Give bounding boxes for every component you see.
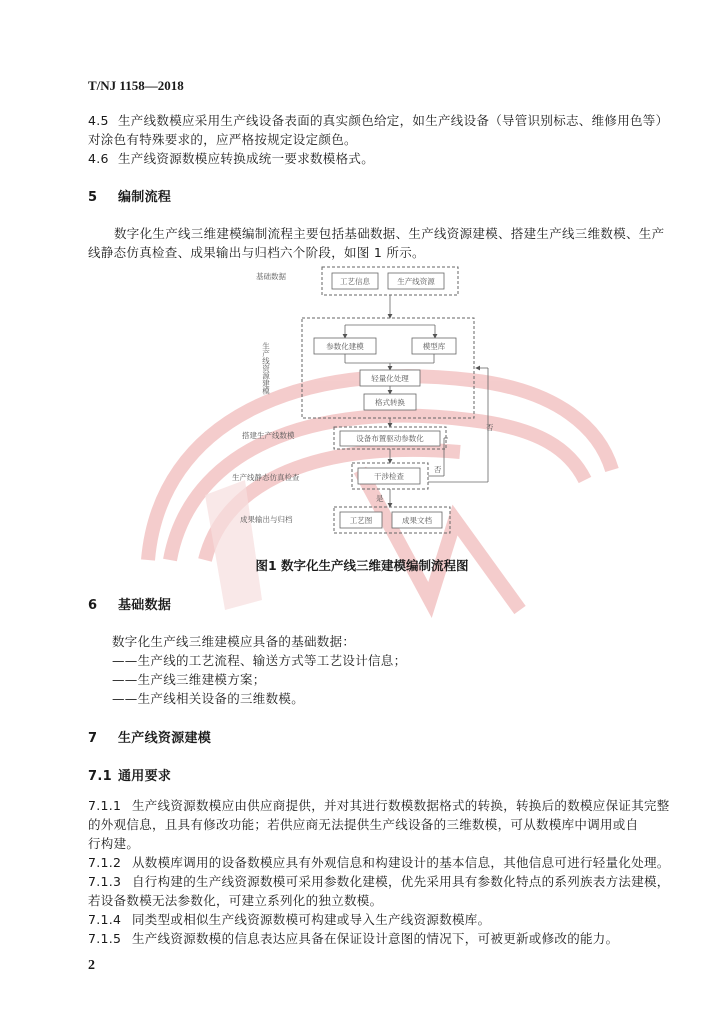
clause-text: 生产线资源数模应由供应商提供，并对其进行数模数据格式的转换，转换后的数模应保证其完整 [132, 798, 670, 813]
clause-4-6 [88, 149, 374, 167]
process-drawing-label: 工艺图 [349, 516, 373, 525]
page-number: 2 [88, 958, 95, 973]
document-id: T/NJ 1158—2018 [88, 78, 184, 93]
format-conversion-label: 格式转换 [375, 398, 405, 407]
lightweight-label: 轻量化处理 [371, 374, 409, 383]
clause-7-1-1-line-1 [88, 796, 670, 814]
clause-7-1-3-line-1 [88, 872, 670, 890]
line-resource-label: 生产线资源 [397, 277, 435, 286]
clause-number: 7.1.4 [88, 912, 122, 927]
stage-sim-label: 生产线静态仿真检查 [232, 473, 300, 482]
clause-7-1-4 [88, 910, 490, 928]
layout-param-label: 设备布置驱动参数化 [356, 434, 424, 443]
clause-number: 7.1.1 [88, 798, 122, 813]
stage-modeling-label [261, 341, 270, 396]
list-item: ——生产线的工艺流程、输送方式等工艺设计信息； [112, 653, 407, 668]
section-number: 6 [88, 598, 98, 613]
clause-4-5-line-2: 对涂色有特殊要求的，应严格按规定设定颜色。 [88, 132, 357, 147]
clause-4-5-line-1 [88, 111, 668, 129]
branch-no-label-1: 否 [434, 465, 442, 474]
section-title: 基础数据 [118, 598, 172, 613]
section-7-heading [88, 727, 211, 746]
stage-basic-data-label: 基础数据 [256, 272, 286, 281]
clause-7-1-5 [88, 929, 618, 947]
clause-7-1-1-line-2: 的外观信息，且具有修改功能；若供应商无法提供生产线设备的三维数模，可从数模库中调用或自 [88, 817, 639, 832]
section-6-intro: 数字化生产线三维建模应具备的基础数据： [112, 634, 356, 649]
interference-check-label: 干涉检查 [374, 472, 404, 481]
list-item: ——生产线三维建模方案； [112, 672, 266, 687]
subsection-title: 通用要求 [118, 769, 172, 784]
section-title: 生产线资源建模 [118, 731, 212, 746]
clause-number: 7.1.2 [88, 855, 122, 870]
section-5-paragraph-line-2: 线静态仿真检查、成果输出与归档六个阶段，如图 1 所示。 [88, 245, 425, 260]
section-5-heading [88, 186, 171, 205]
clause-text: 同类型或相似生产线资源数模可构建或导入生产线资源数模库。 [132, 912, 491, 927]
branch-no-label-2: 否 [486, 423, 494, 432]
result-doc-label: 成果文档 [402, 516, 432, 525]
clause-text: 自行构建的生产线资源数模可采用参数化建模，优先采用具有参数化特点的系列族表方法建模， [132, 874, 670, 889]
clause-7-1-1-line-3: 行构建。 [88, 836, 140, 851]
section-number: 5 [88, 190, 98, 205]
section-5-paragraph-line-1: 数字化生产线三维建模编制流程主要包括基础数据、生产线资源建模、搭建生产线三维数模、生产 [114, 226, 665, 241]
section-title: 编制流程 [118, 190, 172, 205]
section-number: 7 [88, 731, 98, 746]
clause-number: 4.6 [88, 151, 109, 166]
model-library-label: 模型库 [422, 342, 446, 351]
clause-number: 7.1.3 [88, 874, 122, 889]
parametric-modeling-label: 参数化建模 [326, 342, 364, 351]
stage-build-label: 搭建生产线数模 [242, 431, 295, 440]
figure-caption: 图1 数字化生产线三维建模编制流程图 [255, 558, 469, 573]
list-item: ——生产线相关设备的三维数模。 [112, 691, 305, 706]
clause-number: 4.5 [88, 113, 109, 128]
section-6-heading [88, 594, 171, 613]
clause-7-1-3-line-2: 若设备数模无法参数化，可建立系列化的独立数模。 [88, 893, 383, 908]
clause-text: 生产线数模应采用生产线设备表面的真实颜色给定，如生产线设备（导管识别标志、维修用色等） [118, 113, 669, 128]
branch-yes-label: 是 [376, 494, 384, 503]
subsection-7-1-heading [88, 765, 171, 784]
clause-text: 从数模库调用的设备数模应具有外观信息和构建设计的基本信息，其他信息可进行轻量化处理。 [132, 855, 670, 870]
stage-modeling-text: 生产线资源建模 [261, 342, 271, 395]
clause-text: 生产线资源数模的信息表达应具备在保证设计意图的情况下，可被更新或修改的能力。 [132, 931, 619, 946]
clause-7-1-2 [88, 853, 670, 871]
clause-text: 生产线资源数模应转换成统一要求数模格式。 [118, 151, 375, 166]
process-info-label: 工艺信息 [340, 277, 370, 286]
clause-number: 7.1.5 [88, 931, 122, 946]
stage-output-label: 成果输出与归档 [240, 515, 293, 524]
flowchart [230, 260, 520, 540]
subsection-number: 7.1 [88, 769, 112, 784]
